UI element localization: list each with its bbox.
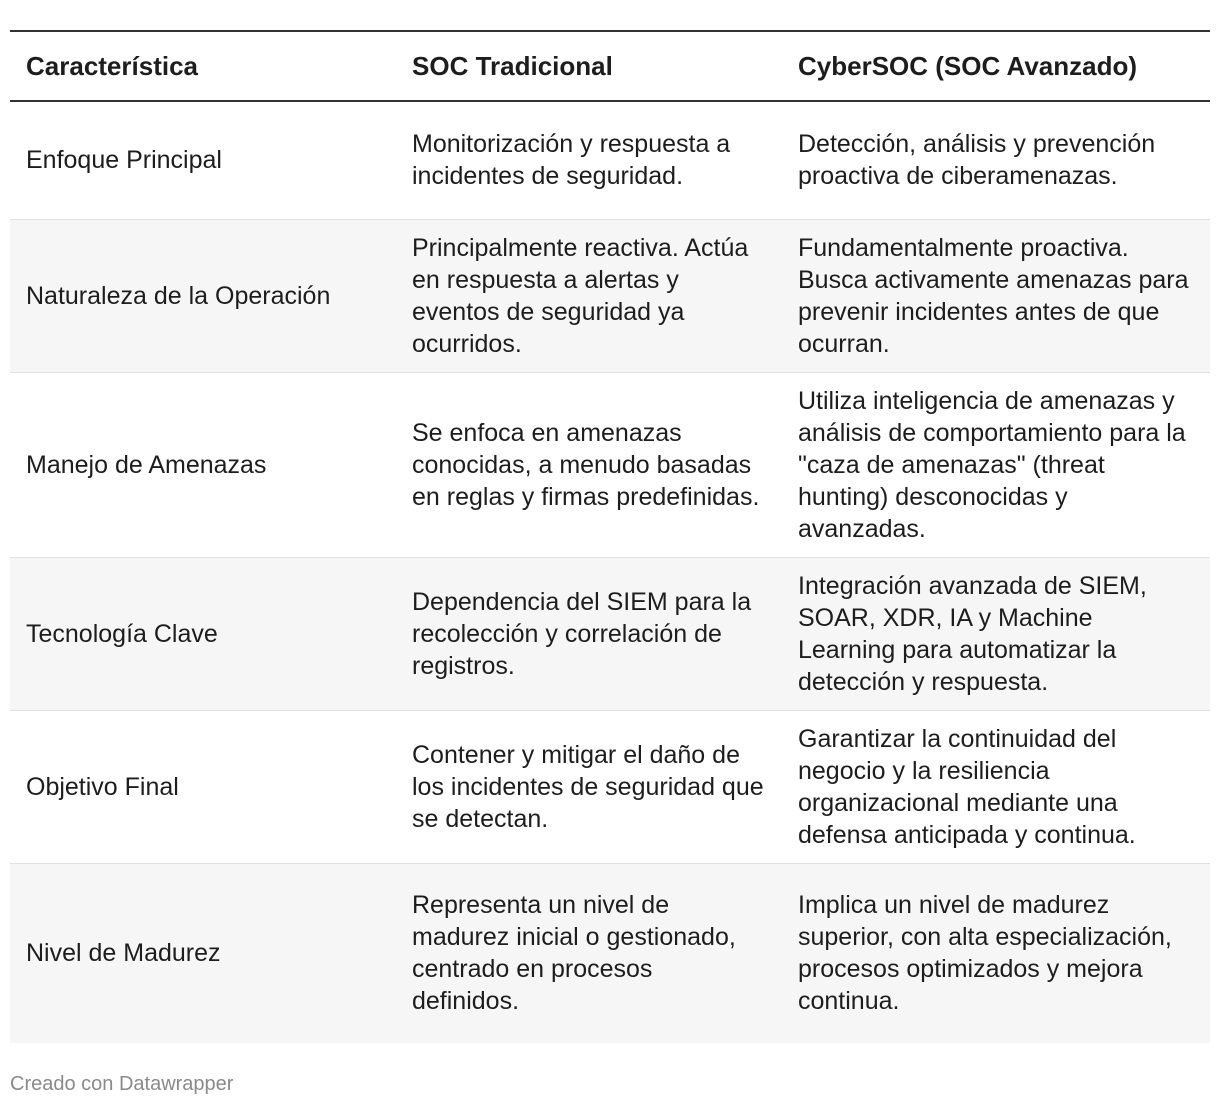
comparison-table-container [10, 30, 1210, 1043]
table-cell: Naturaleza de la Operación [26, 281, 331, 310]
table-cell: Contener y mitigar el daño de los incidentes de seguridad que se detectan. [412, 740, 764, 833]
table-cell: Integración avanzada de SIEM, SOAR, XDR, IA y Machine Learning para automatizar la detección y respuesta. [798, 571, 1147, 696]
table-row [10, 219, 1210, 372]
table-cell: Principalmente reactiva. Actúa en respuesta a alertas y eventos de seguridad ya ocurridos. [412, 233, 749, 358]
comparison-table [10, 30, 1210, 1043]
table-cell: Objetivo Final [26, 772, 179, 801]
table-cell: Fundamentalmente proactiva. Busca activamente amenazas para prevenir incidentes antes de que ocurran. [798, 233, 1189, 358]
table-cell: Implica un nivel de madurez superior, con alta especialización, procesos optimizados y mejora continua. [798, 891, 1172, 1016]
table-row [10, 863, 1210, 1043]
table-cell: Representa un nivel de madurez inicial o gestionado, centrado en procesos definidos. [412, 891, 736, 1016]
column-header-caracteristica: Característica [26, 51, 198, 81]
table-row [10, 372, 1210, 557]
column-header-soc-tradicional: SOC Tradicional [412, 51, 613, 81]
table-cell: Enfoque Principal [26, 146, 222, 175]
table-cell: Nivel de Madurez [26, 939, 221, 968]
table-cell: Monitorización y respuesta a incidentes de seguridad. [412, 130, 731, 191]
table-body [10, 101, 1210, 1043]
table-row [10, 557, 1210, 710]
table-header [10, 31, 1210, 101]
table-row [10, 710, 1210, 863]
table-cell: Tecnología Clave [26, 619, 218, 648]
table-cell: Manejo de Amenazas [26, 450, 267, 479]
table-cell: Garantizar la continuidad del negocio y la resiliencia organizacional mediante una defensa anticipada y continua. [798, 724, 1136, 849]
table-cell: Se enfoca en amenazas conocidas, a menudo basadas en reglas y firmas predefinidas. [412, 418, 760, 511]
table-cell: Dependencia del SIEM para la recolección y correlación de registros. [412, 587, 752, 680]
column-header-cybersoc: CyberSOC (SOC Avanzado) [798, 51, 1138, 81]
header-row [10, 31, 1210, 101]
table-cell: Utiliza inteligencia de amenazas y análisis de comportamiento para la "caza de amenazas" (threat hunting) desconocidas y avanzadas. [798, 386, 1186, 543]
datawrapper-credit: Creado con Datawrapper [10, 1073, 234, 1095]
table-cell: Detección, análisis y prevención proactiva de ciberamenazas. [798, 130, 1156, 191]
table-row [10, 101, 1210, 219]
